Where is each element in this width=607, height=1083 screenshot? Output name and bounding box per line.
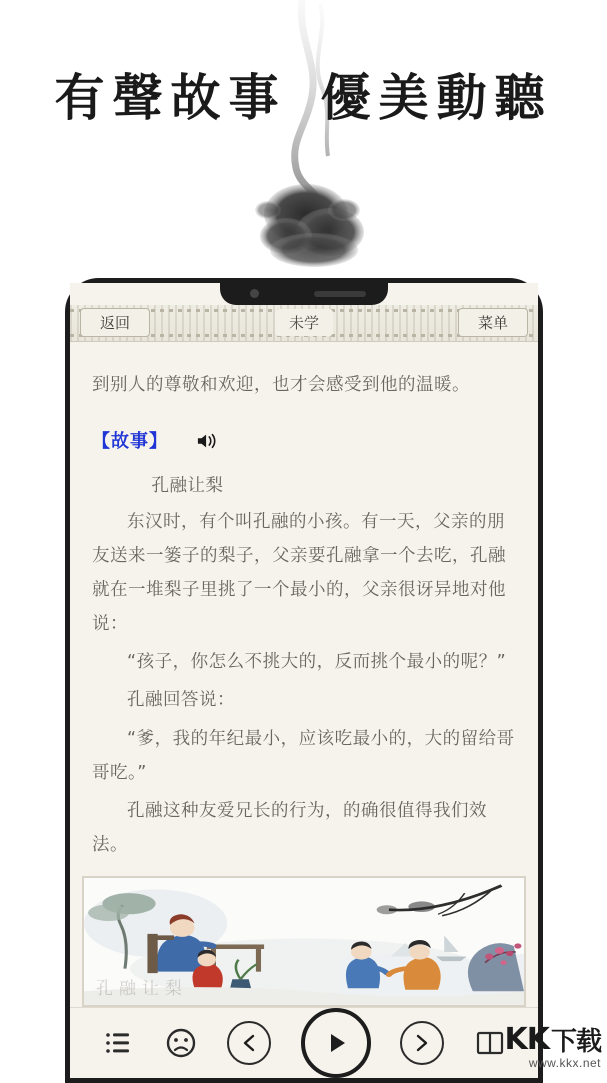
lead-paragraph: 到别人的尊敬和欢迎，也才会感受到他的温暖。 — [92, 374, 470, 395]
story-paragraph-3: 孔融回答说： — [127, 690, 235, 711]
book-icon[interactable] — [473, 1026, 507, 1060]
app-screen — [70, 283, 538, 1078]
story-paragraph-2: “孩子，你怎么不挑大的，反而挑个最小的呢？” — [127, 652, 507, 673]
hero-title-right: 優美動聽 — [320, 68, 553, 127]
menu-button[interactable]: 菜单 — [458, 308, 528, 337]
arrow-left-icon — [238, 1032, 260, 1054]
site-url: www.kkx.net — [528, 1056, 601, 1070]
story-section-header — [92, 424, 516, 459]
illustration-watermark: 孔融让梨 — [96, 979, 188, 999]
arrow-right-icon — [411, 1032, 433, 1054]
front-camera — [250, 289, 259, 298]
list-lines-icon[interactable] — [101, 1026, 135, 1060]
story-paragraph-5: 孔融这种友爱兄长的行为，的确很值得我们效法。 — [92, 800, 487, 855]
prev-button[interactable] — [227, 1021, 271, 1065]
story-content — [70, 342, 538, 867]
section-title: 【故事】 — [92, 430, 168, 452]
play-button[interactable] — [301, 1008, 371, 1078]
play-icon — [321, 1028, 351, 1058]
app-bottombar — [70, 1007, 538, 1078]
hero-title — [0, 58, 607, 130]
app-topbar — [70, 305, 538, 342]
hero-title-left: 有聲故事 — [54, 68, 287, 127]
status-badge[interactable]: 未学 — [275, 309, 333, 336]
phone-frame — [65, 278, 543, 1083]
emoji-face-icon[interactable] — [164, 1026, 198, 1060]
site-logo — [504, 1021, 601, 1058]
story-title: 孔融让梨 — [151, 475, 224, 496]
story-paragraph-4: “爹，我的年纪最小，应该吃最小的，大的留给哥哥吃。” — [92, 728, 515, 783]
ink-smoke-decoration — [232, 0, 382, 270]
site-logo-cn: 下载 — [550, 1027, 601, 1057]
back-button[interactable]: 返回 — [80, 308, 150, 337]
story-paragraph-1: 东汉时，有个叫孔融的小孩。有一天，父亲的朋友送来一篓子的梨子，父亲要孔融拿一个去吃，孔融就在一堆梨子里挑了一个最小的，父亲很讶异地对他说： — [92, 511, 506, 635]
speaker-sound-icon[interactable] — [196, 431, 218, 451]
story-illustration — [82, 876, 526, 1007]
next-button[interactable] — [400, 1021, 444, 1065]
site-logo-kk: KK — [504, 1022, 549, 1057]
hero-banner — [0, 0, 607, 290]
phone-notch — [220, 283, 388, 305]
site-watermark — [504, 1021, 601, 1070]
earpiece-speaker — [314, 291, 366, 297]
